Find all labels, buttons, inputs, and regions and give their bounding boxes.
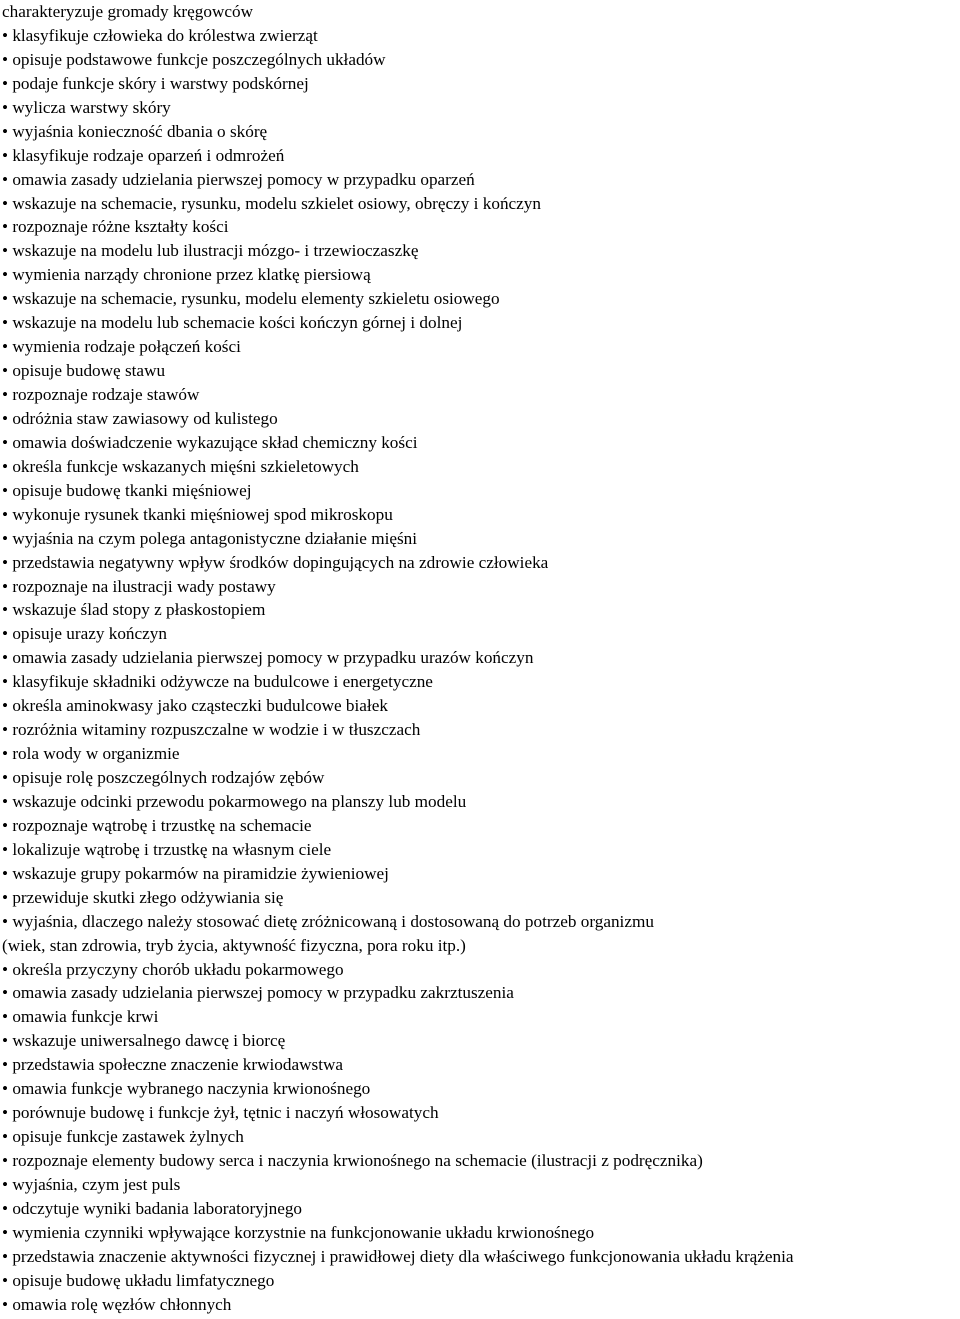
text-line: charakteryzuje gromady kręgowców xyxy=(2,2,254,21)
list-item: • wskazuje na modelu lub ilustracji mózgo- i trzewioczaszkę xyxy=(2,241,419,261)
list-item: • przedstawia negatywny wpływ środków dopingujących na zdrowie człowieka xyxy=(2,552,549,572)
list-item: • wskazuje uniwersalnego dawcę i biorcę xyxy=(2,1031,286,1051)
list-item: • przedstawia społeczne znaczenie krwiodawstwa xyxy=(2,1055,344,1075)
list-item: • przedstawia znaczenie aktywności fizycznej i prawidłowej diety dla właściwego funkcjonowania układu krążenia xyxy=(2,1246,794,1266)
list-item: • wskazuje odcinki przewodu pokarmowego na planszy lub modelu xyxy=(2,791,467,811)
list-item: • podaje funkcje skóry i warstwy podskórnej xyxy=(2,73,309,93)
list-item: • rozpoznaje wątrobę i trzustkę na schemacie xyxy=(2,815,312,835)
list-item: • omawia zasady udzielania pierwszej pomocy w przypadku oparzeń xyxy=(2,169,475,189)
list-item: • wyjaśnia konieczność dbania o skórę xyxy=(2,121,268,141)
list-item: • rola wody w organizmie xyxy=(2,744,180,764)
list-item: • omawia funkcje wybranego naczynia krwionośnego xyxy=(2,1079,371,1099)
list-item: • wykonuje rysunek tkanki mięśniowej spod mikroskopu xyxy=(2,504,393,524)
list-item: • rozpoznaje różne kształty kości xyxy=(2,217,229,237)
list-item: • rozpoznaje elementy budowy serca i naczynia krwionośnego na schemacie (ilustracji z podręcznika) xyxy=(2,1151,703,1170)
list-item: • klasyfikuje składniki odżywcze na budulcowe i energetyczne xyxy=(2,672,433,692)
list-item: • wskazuje na modelu lub schemacie kości kończyn górnej i dolnej xyxy=(2,313,463,333)
list-item: • wskazuje na schemacie, rysunku, modelu szkielet osiowy, obręczy i kończyn xyxy=(2,193,541,213)
list-item: • wylicza warstwy skóry xyxy=(2,97,171,117)
list-item: • określa przyczyny chorób układu pokarmowego xyxy=(2,959,344,979)
list-item: • wskazuje grupy pokarmów na piramidzie żywieniowej xyxy=(2,863,389,883)
list-item: • rozróżnia witaminy rozpuszczalne w wodzie i w tłuszczach xyxy=(2,720,421,740)
list-item: • wyjaśnia na czym polega antagonistyczne działanie mięśni xyxy=(2,528,418,548)
list-item: • odczytuje wyniki badania laboratoryjnego xyxy=(2,1198,303,1218)
list-item: • opisuje budowę tkanki mięśniowej xyxy=(2,480,252,500)
document-body xyxy=(2,0,958,1317)
list-item: • opisuje podstawowe funkcje poszczególnych układów xyxy=(2,49,386,69)
list-item: • wyjaśnia, czym jest puls xyxy=(2,1174,181,1194)
list-item: • opisuje funkcje zastawek żylnych xyxy=(2,1127,244,1147)
list-item: • określa aminokwasy jako cząsteczki budulcowe białek xyxy=(2,696,388,716)
list-item: • wskazuje ślad stopy z płaskostopiem xyxy=(2,600,266,620)
list-item: • klasyfikuje człowieka do królestwa zwierząt xyxy=(2,25,318,45)
list-item: • odróżnia staw zawiasowy od kulistego xyxy=(2,408,278,428)
list-item: • określa funkcje wskazanych mięśni szkieletowych xyxy=(2,456,359,476)
list-item: • opisuje rolę poszczególnych rodzajów zębów xyxy=(2,768,325,787)
list-item: • wskazuje na schemacie, rysunku, modelu elementy szkieletu osiowego xyxy=(2,289,500,309)
list-item: • klasyfikuje rodzaje oparzeń i odmrożeń xyxy=(2,145,285,165)
list-item: • omawia zasady udzielania pierwszej pomocy w przypadku zakrztuszenia xyxy=(2,983,514,1003)
list-item: • wymienia narządy chronione przez klatkę piersiową xyxy=(2,265,371,285)
list-item: • porównuje budowę i funkcje żył, tętnic i naczyń włosowatych xyxy=(2,1103,439,1123)
list-item: • omawia rolę węzłów chłonnych xyxy=(2,1294,232,1314)
list-item: • opisuje urazy kończyn xyxy=(2,624,167,644)
list-item-continuation: (wiek, stan zdrowia, tryb życia, aktywność fizyczna, pora roku itp.) xyxy=(2,935,466,955)
list-item: • lokalizuje wątrobę i trzustkę na własnym ciele xyxy=(2,839,332,859)
list-item: • wymienia rodzaje połączeń kości xyxy=(2,337,241,357)
list-item: • opisuje budowę stawu xyxy=(2,361,166,381)
list-item: • opisuje budowę układu limfatycznego xyxy=(2,1270,275,1290)
list-item: • przewiduje skutki złego odżywiania się xyxy=(2,887,284,907)
list-item: • wyjaśnia, dlaczego należy stosować dietę zróżnicowaną i dostosowaną do potrzeb organizmu xyxy=(2,911,654,931)
list-item: • wymienia czynniki wpływające korzystnie na funkcjonowanie układu krwionośnego xyxy=(2,1222,595,1242)
list-item: • omawia funkcje krwi xyxy=(2,1007,159,1027)
list-item: • rozpoznaje na ilustracji wady postawy xyxy=(2,576,276,596)
list-item: • omawia doświadczenie wykazujące skład chemiczny kości xyxy=(2,432,418,452)
list-item: • rozpoznaje rodzaje stawów xyxy=(2,385,200,404)
list-item: • omawia zasady udzielania pierwszej pomocy w przypadku urazów kończyn xyxy=(2,648,534,668)
